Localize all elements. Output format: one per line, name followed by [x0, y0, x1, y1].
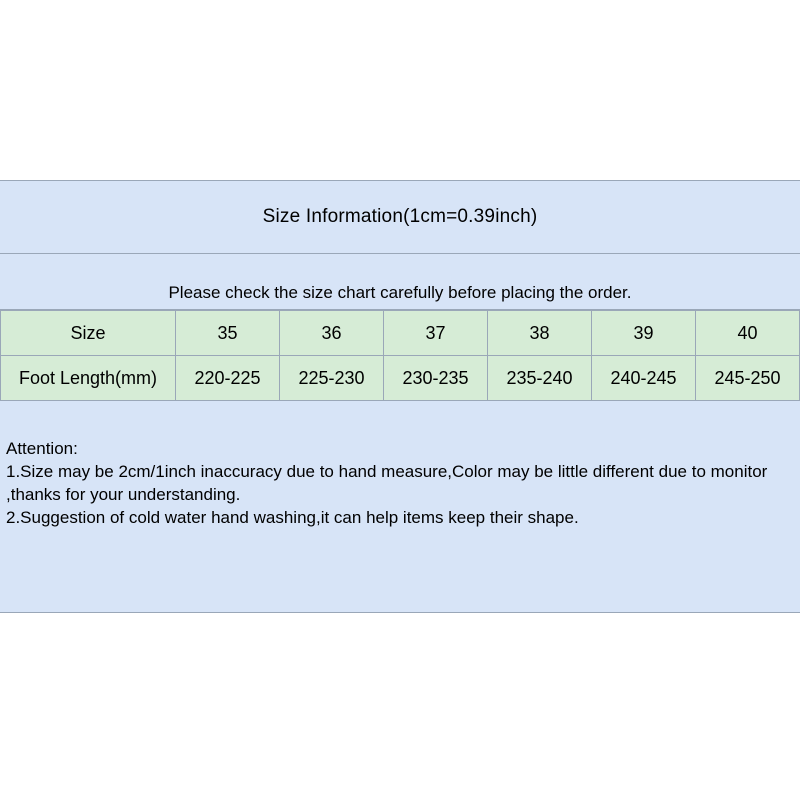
size-chart-table — [0, 310, 800, 401]
attention-heading: Attention: — [6, 439, 78, 458]
notice-band — [0, 254, 800, 310]
size-cell: 40 — [696, 311, 800, 356]
size-cell: 35 — [176, 311, 280, 356]
size-cell: 38 — [488, 311, 592, 356]
foot-length-cell: 230-235 — [384, 356, 488, 401]
table-row — [1, 311, 800, 356]
row-label-size: Size — [1, 311, 176, 356]
foot-length-cell: 225-230 — [280, 356, 384, 401]
title-band — [0, 180, 800, 254]
row-label-foot-length: Foot Length(mm) — [1, 356, 176, 401]
foot-length-cell: 240-245 — [592, 356, 696, 401]
attention-note-1: 1.Size may be 2cm/1inch inaccuracy due to hand measure,Color may be little different due to monitor ,thanks for your understanding. — [6, 462, 768, 504]
attention-note-2: 2.Suggestion of cold water hand washing,it can help items keep their shape. — [6, 508, 579, 527]
size-chart-notice: Please check the size chart carefully before placing the order. — [168, 283, 632, 302]
attention-band — [0, 401, 800, 613]
foot-length-cell: 245-250 — [696, 356, 800, 401]
foot-length-cell: 220-225 — [176, 356, 280, 401]
size-information-sheet — [0, 180, 800, 613]
size-cell: 36 — [280, 311, 384, 356]
foot-length-cell: 235-240 — [488, 356, 592, 401]
size-cell: 37 — [384, 311, 488, 356]
table-row — [1, 356, 800, 401]
page-title: Size Information(1cm=0.39inch) — [262, 206, 538, 227]
size-cell: 39 — [592, 311, 696, 356]
